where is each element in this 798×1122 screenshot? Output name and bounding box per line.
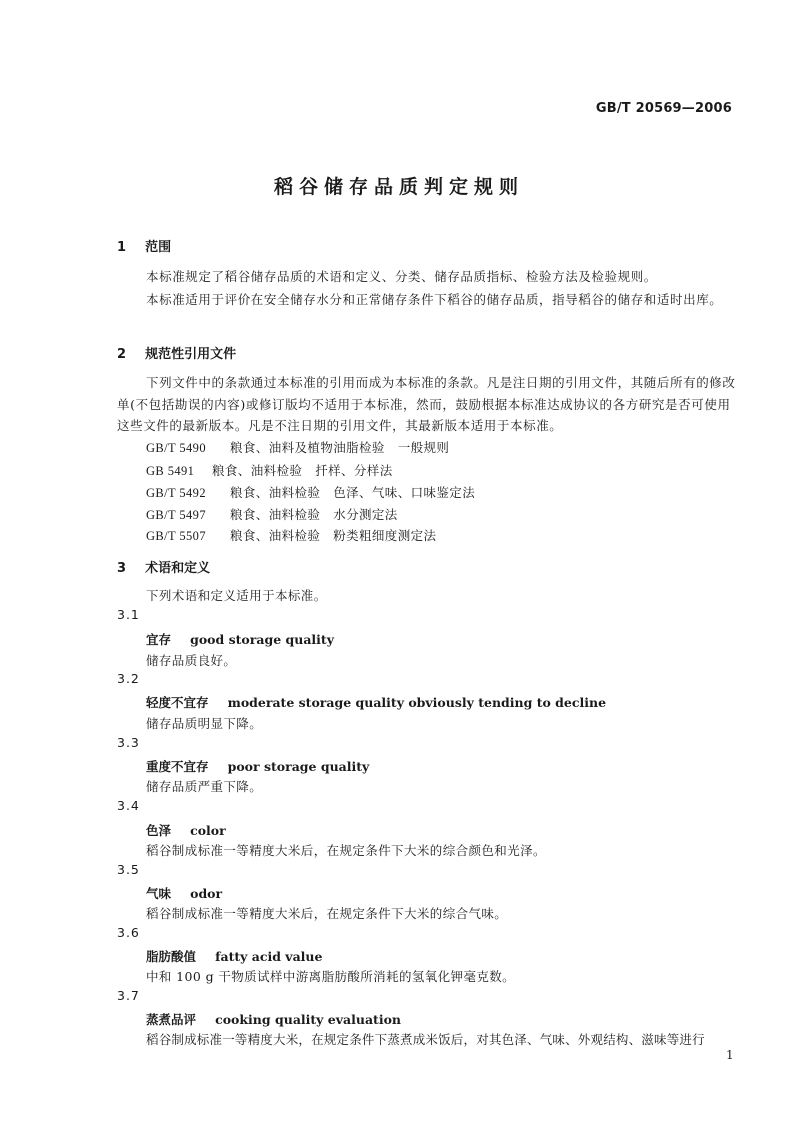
section-3-heading <box>117 557 210 576</box>
terms-intro: 下列术语和定义适用于本标准。 <box>146 588 327 603</box>
section-number: 1 <box>117 240 127 255</box>
term-chinese: 蒸煮品评 <box>146 1012 197 1027</box>
term-english: cooking quality evaluation <box>215 1012 401 1027</box>
term-definition: 储存品质明显下降。 <box>146 716 263 731</box>
term-heading <box>146 756 369 775</box>
term-chinese: 重度不宜存 <box>146 759 209 774</box>
term-english: odor <box>190 886 223 901</box>
term-heading <box>146 629 334 648</box>
term-heading <box>146 946 322 965</box>
normative-refs-intro: 下列文件中的条款通过本标准的引用而成为本标准的条款。凡是注日期的引用文件，其随后所有的修改单(不包括勘误的内容)或修订版均不适用于本标准，然而，鼓励根据本标准达成协议的各方研究是否可使用这些文件的最新版本。凡是不注日期的引用文件，其最新版本适用于本标准。 <box>117 375 736 433</box>
term-definition: 稻谷制成标准一等精度大米，在规定条件下蒸煮成米饭后，对其色泽、气味、外观结构、滋味等进行 <box>146 1032 705 1047</box>
reference-title: 粮食、油料检验 粉类粗细度测定法 <box>230 528 437 543</box>
term-heading <box>146 1009 401 1028</box>
clause-number: 3.1 <box>117 607 140 622</box>
reference-item <box>146 438 449 456</box>
clause-number: 3.2 <box>117 671 140 686</box>
reference-code: GB/T 5497 <box>146 508 206 522</box>
term-chinese: 气味 <box>146 886 172 901</box>
term-heading <box>146 883 222 902</box>
term-heading <box>146 692 606 711</box>
term-english: color <box>190 823 226 838</box>
section-title: 规范性引用文件 <box>145 347 237 362</box>
reference-code: GB/T 5490 <box>146 441 206 455</box>
reference-code: GB/T 5492 <box>146 486 206 500</box>
reference-item <box>146 483 475 501</box>
term-chinese: 宜存 <box>146 632 172 647</box>
term-english: good storage quality <box>190 632 334 647</box>
reference-title: 粮食、油料检验 水分测定法 <box>230 507 398 522</box>
term-chinese: 轻度不宜存 <box>146 695 209 710</box>
term-english: moderate storage quality obviously tending to decline <box>227 695 607 710</box>
reference-title: 粮食、油料检验 扦样、分样法 <box>212 463 393 478</box>
scope-paragraph-1: 本标准规定了稻谷储存品质的术语和定义、分类、储存品质指标、检验方法及检验规则。 <box>146 269 657 284</box>
reference-item <box>146 505 398 523</box>
reference-code: GB 5491 <box>146 464 195 478</box>
clause-number: 3.6 <box>117 925 140 940</box>
scope-paragraph-2: 本标准适用于评价在安全储存水分和正常储存条件下稻谷的储存品质，指导稻谷的储存和适时出库。 <box>146 292 723 307</box>
term-definition: 中和 100 g 干物质试样中游离脂肪酸所消耗的氢氧化钾毫克数。 <box>146 969 516 984</box>
section-title: 术语和定义 <box>145 561 211 576</box>
term-definition: 稻谷制成标准一等精度大米后，在规定条件下大米的综合颜色和光泽。 <box>146 843 546 858</box>
section-number: 3 <box>117 561 127 576</box>
term-english: poor storage quality <box>227 759 370 774</box>
section-number: 2 <box>117 347 127 362</box>
reference-code: GB/T 5507 <box>146 529 206 543</box>
document-title: 稻谷储存品质判定规则 <box>273 176 524 198</box>
page-number: 1 <box>726 1048 734 1062</box>
term-heading <box>146 820 226 839</box>
term-definition: 储存品质严重下降。 <box>146 779 263 794</box>
clause-number: 3.3 <box>117 735 140 750</box>
clause-number: 3.5 <box>117 862 140 877</box>
section-2-heading <box>117 343 236 362</box>
clause-number: 3.4 <box>117 798 140 813</box>
reference-item <box>146 461 393 479</box>
term-definition: 稻谷制成标准一等精度大米后，在规定条件下大米的综合气味。 <box>146 906 508 921</box>
section-1-heading <box>117 236 171 255</box>
reference-item <box>146 526 436 544</box>
clause-number: 3.7 <box>117 988 140 1003</box>
standard-number: GB/T 20569—2006 <box>595 101 732 116</box>
section-title: 范围 <box>145 240 172 255</box>
term-english: fatty acid value <box>215 949 323 964</box>
term-definition: 储存品质良好。 <box>146 653 237 668</box>
term-chinese: 色泽 <box>146 823 172 838</box>
term-chinese: 脂肪酸值 <box>146 949 197 964</box>
reference-title: 粮食、油料检验 色泽、气味、口味鉴定法 <box>230 485 476 500</box>
reference-title: 粮食、油料及植物油脂检验 一般规则 <box>230 440 450 455</box>
